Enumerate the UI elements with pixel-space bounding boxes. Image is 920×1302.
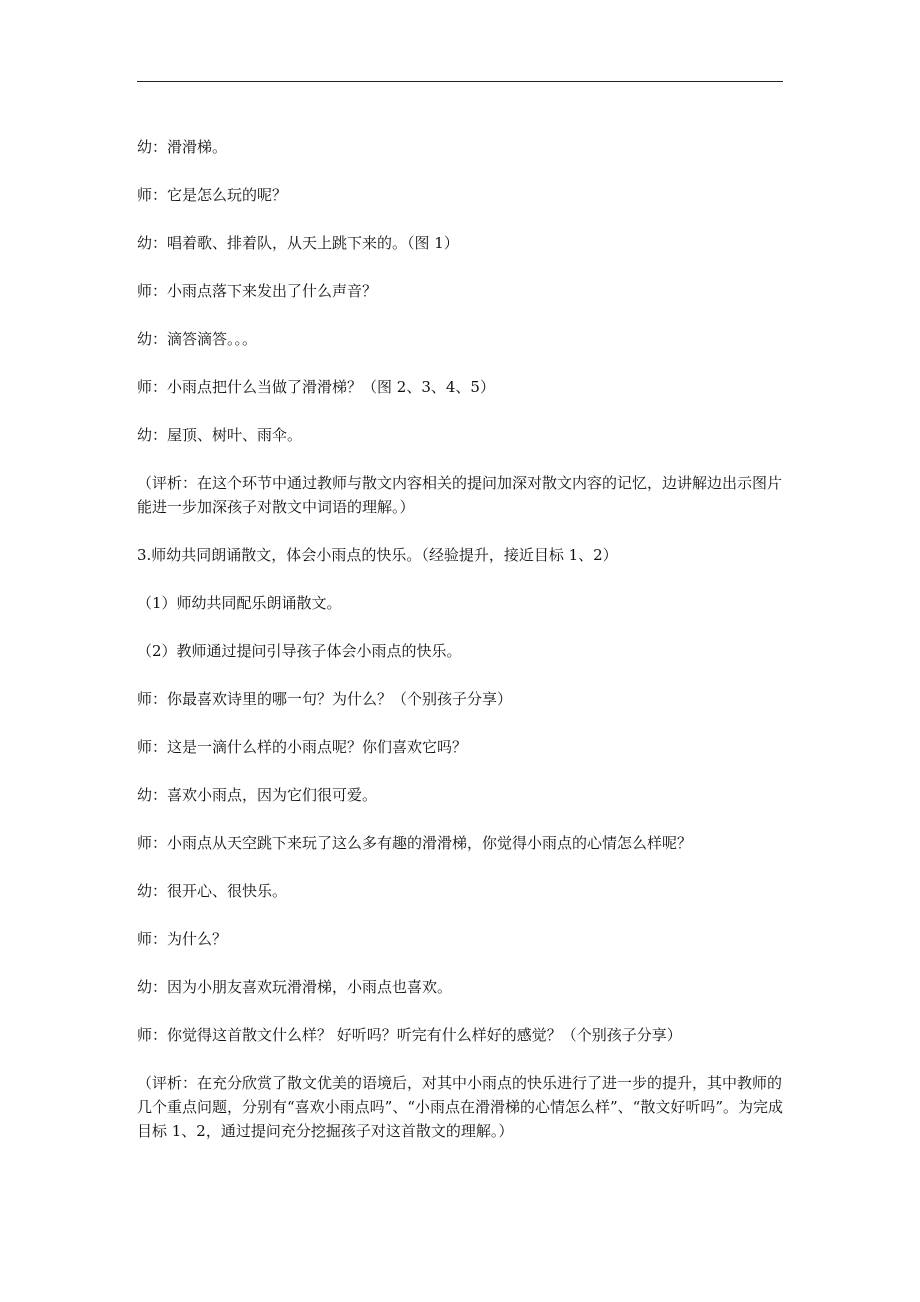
header-rule <box>137 81 783 82</box>
dialogue-line: 师：这是一滴什么样的小雨点呢？你们喜欢它吗？ <box>137 738 468 756</box>
commentary-paragraph: （评析：在这个环节中通过教师与散文内容相关的提问加深对散文内容的记忆，边讲解边出示图片能进一步加深孩子对散文中词语的理解。） <box>137 474 783 516</box>
step-item: （2）教师通过提问引导孩子体会小雨点的快乐。 <box>137 642 462 660</box>
dialogue-line: 师：它是怎么玩的呢？ <box>137 186 288 204</box>
dialogue-line: 幼：屋顶、树叶、雨伞。 <box>137 426 303 444</box>
section-heading: 3.师幼共同朗诵散文，体会小雨点的快乐。（经验提升，接近目标 1、2） <box>137 546 618 564</box>
dialogue-line: 幼：很开心、很快乐。 <box>137 882 288 900</box>
dialogue-line: 幼：因为小朋友喜欢玩滑滑梯，小雨点也喜欢。 <box>137 978 453 996</box>
dialogue-line: 师：小雨点从天空跳下来玩了这么多有趣的滑滑梯，你觉得小雨点的心情怎么样呢？ <box>137 834 693 852</box>
dialogue-line: 幼：滴答滴答。。。 <box>137 330 258 348</box>
dialogue-line: 师：你觉得这首散文什么样？ 好听吗？听完有什么样好的感觉？（个别孩子分享） <box>137 1026 682 1044</box>
dialogue-line: 师：小雨点落下来发出了什么声音？ <box>137 282 378 300</box>
document-body <box>137 135 787 1167</box>
step-item: （1）师幼共同配乐朗诵散文。 <box>137 594 342 612</box>
dialogue-line: 幼：喜欢小雨点，因为它们很可爱。 <box>137 786 378 804</box>
commentary-paragraph: （评析：在充分欣赏了散文优美的语境后，对其中小雨点的快乐进行了进一步的提升，其中教师的几个重点问题，分别有“喜欢小雨点吗”、“小雨点在滑滑梯的心情怎么样”、“散文好听吗”。为完成目标 1、2，通过提问充分挖掘孩子对这首散文的理解。） <box>137 1074 784 1140</box>
dialogue-line: 幼：滑滑梯。 <box>137 138 228 156</box>
dialogue-line: 师：你最喜欢诗里的哪一句？为什么？（个别孩子分享） <box>137 690 513 708</box>
dialogue-line: 幼：唱着歌、排着队，从天上跳下来的。（图 1） <box>137 234 459 252</box>
dialogue-line: 师：小雨点把什么当做了滑滑梯？（图 2、3、4、5） <box>137 378 495 396</box>
dialogue-line: 师：为什么？ <box>137 930 228 948</box>
